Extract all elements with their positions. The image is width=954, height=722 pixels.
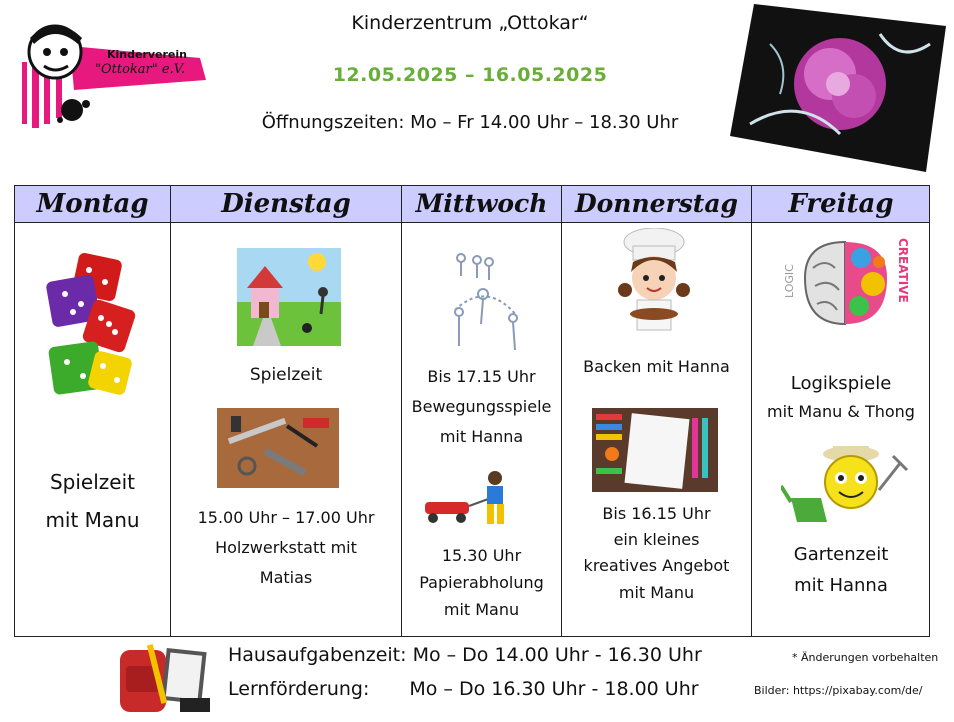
mittwoch-activity1: Bewegungsspiele <box>411 397 552 416</box>
date-range: 12.05.2025 – 16.05.2025 <box>332 64 608 86</box>
logo-line2: "Ottokar" e.V. <box>95 62 185 77</box>
montag-activity: Spielzeit <box>49 470 135 494</box>
weekly-schedule-table <box>14 185 930 637</box>
donnerstag-line3: mit Manu <box>618 583 695 602</box>
montag-who: mit Manu <box>45 508 140 532</box>
gardening-smiley-image <box>781 442 909 532</box>
freitag-garten: Gartenzeit <box>793 544 889 565</box>
mittwoch-activity2: Papierabholung <box>419 573 544 592</box>
changes-note: * Änderungen vorbehalten <box>792 651 939 664</box>
freitag-logik: Logikspiele <box>790 373 892 394</box>
day-header-dienstag: Dienstag <box>221 189 351 219</box>
donnerstag-line1: ein kleines <box>613 530 700 549</box>
dienstag-werkstatt-line1: Holzwerkstatt mit <box>215 538 357 557</box>
children-playing-image <box>447 250 527 354</box>
mittwoch-who2: mit Manu <box>443 600 520 619</box>
donnerstag-line2: kreatives Angebot <box>583 556 730 575</box>
logic-creative-brain-image <box>775 228 915 336</box>
opening-hours: Öffnungszeiten: Mo – Fr 14.00 Uhr – 18.30 Uhr <box>261 112 679 133</box>
logic-word: LOGIC <box>783 264 796 298</box>
tutoring-hours: Mo – Do 16.30 Uhr - 18.00 Uhr <box>409 678 699 700</box>
day-header-montag: Montag <box>36 189 149 219</box>
tutoring-time <box>228 678 699 700</box>
freitag-garten-who: mit Hanna <box>794 575 888 596</box>
tools-image <box>217 408 339 488</box>
day-header-freitag: Freitag <box>788 189 894 219</box>
mittwoch-who1: mit Hanna <box>439 427 524 446</box>
day-header-donnerstag: Donnerstag <box>574 189 739 218</box>
donnerstag-backen: Backen mit Hanna <box>583 357 730 376</box>
logo-line1: Kinderverein <box>106 48 187 61</box>
rose-photo <box>730 4 946 172</box>
dienstag-werkstatt-line2: Matias <box>259 568 313 587</box>
mittwoch-time1: Bis 17.15 Uhr <box>427 367 536 386</box>
dienstag-spielzeit: Spielzeit <box>249 365 323 385</box>
club-logo <box>10 18 210 130</box>
image-credit: Bilder: https://pixabay.com/de/ <box>754 684 923 697</box>
mittwoch-time2: 15.30 Uhr <box>441 546 522 565</box>
boy-with-wagon-image <box>421 468 521 528</box>
page-title: Kinderzentrum „Ottokar“ <box>351 12 589 34</box>
playground-image <box>237 248 341 346</box>
dienstag-werkstatt-time: 15.00 Uhr – 17.00 Uhr <box>197 508 375 527</box>
school-bag-image <box>110 640 220 718</box>
tutoring-label: Lernförderung: <box>228 678 370 700</box>
day-header-mittwoch: Mittwoch <box>415 189 548 218</box>
creative-word: CREATIVE <box>896 238 910 303</box>
freitag-logik-who: mit Manu & Thong <box>767 402 915 421</box>
donnerstag-time: Bis 16.15 Uhr <box>602 504 711 523</box>
chef-girl-image <box>609 228 699 340</box>
craft-supplies-image <box>592 408 718 492</box>
homework-time: Hausaufgabenzeit: Mo – Do 14.00 Uhr - 16.30 Uhr <box>228 644 702 666</box>
dice-image <box>43 248 143 404</box>
